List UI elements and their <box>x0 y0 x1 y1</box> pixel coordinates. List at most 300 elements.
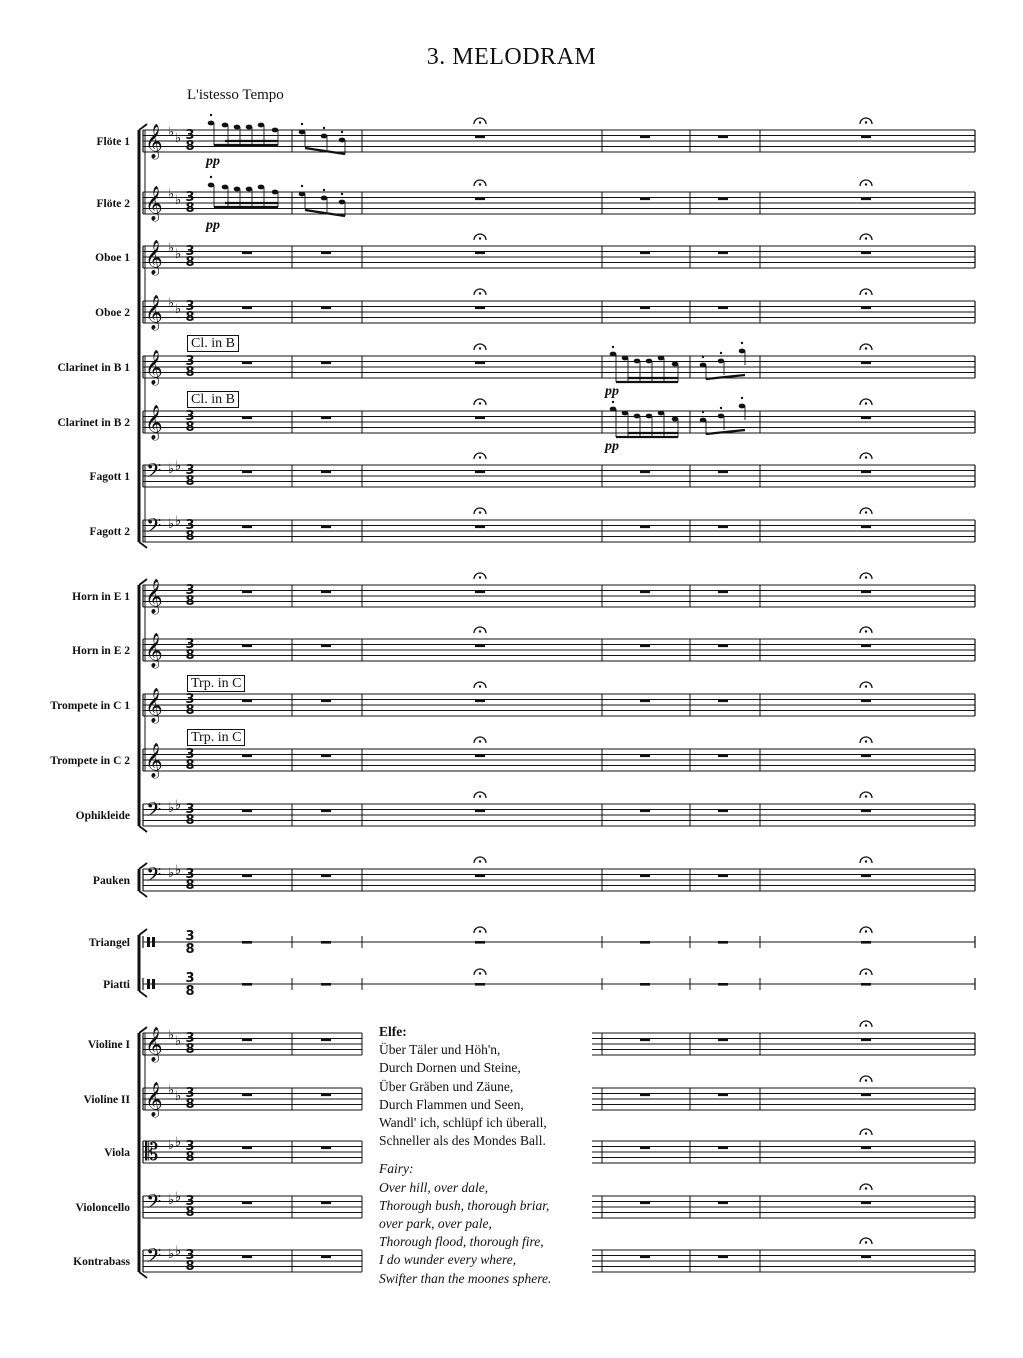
fermata-dot <box>865 183 867 185</box>
whole-rest <box>861 198 871 201</box>
whole-rest <box>861 1256 871 1259</box>
fermata-dot <box>479 347 481 349</box>
treble-clef: 𝄞 <box>145 688 163 723</box>
flute-1-notehead <box>222 123 229 128</box>
time-sig-numerator: 3 <box>185 692 195 707</box>
whole-rest <box>475 471 485 474</box>
instrument-label: Clarinet in B 2 <box>57 417 130 429</box>
whole-rest <box>640 1202 650 1205</box>
percussion-bracket-hook <box>139 929 147 935</box>
flute-2-notehead <box>339 200 346 205</box>
whole-rest <box>242 645 252 648</box>
key-flat: ♭ <box>175 302 182 317</box>
fermata-dot <box>479 576 481 578</box>
treble-clef: 𝄞 <box>145 1082 163 1117</box>
flute-2-notehead <box>208 183 215 188</box>
whole-rest <box>640 252 650 255</box>
whole-rest <box>640 307 650 310</box>
whole-rest <box>242 700 252 703</box>
whole-rest <box>718 941 728 944</box>
time-sig-numerator: 3 <box>185 1139 195 1154</box>
bass-clef: 𝄢 <box>146 798 162 826</box>
whole-rest <box>718 1094 728 1097</box>
whole-rest <box>475 526 485 529</box>
key-flat: ♭ <box>168 517 175 532</box>
whole-rest <box>242 875 252 878</box>
fermata-dot <box>865 860 867 862</box>
flute-1-notehead <box>246 125 253 130</box>
whole-rest <box>861 417 871 420</box>
strings-bracket-hook <box>139 1272 147 1278</box>
key-flat: ♭ <box>168 1083 175 1098</box>
clarinet-2-staccato <box>702 411 704 413</box>
flute-1-notehead <box>272 128 279 133</box>
time-sig-denominator: 8 <box>185 1205 195 1220</box>
whole-rest <box>640 1094 650 1097</box>
whole-rest <box>861 252 871 255</box>
whole-rest <box>475 810 485 813</box>
whole-rest <box>242 1039 252 1042</box>
flute-1-notehead <box>234 125 241 130</box>
fermata-dot <box>865 347 867 349</box>
recitation-line-de: Wandl' ich, schlüpf ich überall, <box>379 1115 547 1131</box>
fermata-dot <box>865 511 867 513</box>
time-sig-denominator: 8 <box>185 594 195 609</box>
key-flat: ♭ <box>175 1089 182 1104</box>
treble-clef: 𝄞 <box>145 633 163 668</box>
fermata-dot <box>865 740 867 742</box>
whole-rest <box>321 526 331 529</box>
bass-clef: 𝄢 <box>146 1190 162 1218</box>
whole-rest <box>861 941 871 944</box>
whole-rest <box>321 810 331 813</box>
time-sig-numerator: 3 <box>185 583 195 598</box>
fermata-dot <box>865 1079 867 1081</box>
fermata-dot <box>479 183 481 185</box>
clarinet-2-staccato <box>720 407 722 409</box>
whole-rest <box>321 700 331 703</box>
whole-rest <box>718 810 728 813</box>
whole-rest <box>475 700 485 703</box>
time-sig-denominator: 8 <box>185 1259 195 1274</box>
whole-rest <box>242 307 252 310</box>
whole-rest <box>321 1147 331 1150</box>
clarinet-2-notehead <box>646 414 653 419</box>
flute-2-notehead <box>321 196 328 201</box>
key-flat: ♭ <box>175 514 182 529</box>
fermata-dot <box>865 930 867 932</box>
time-sig-numerator: 3 <box>185 1031 195 1046</box>
time-sig-denominator: 8 <box>185 1097 195 1112</box>
timpani-bracket-hook <box>139 891 147 897</box>
whole-rest <box>718 591 728 594</box>
fermata-dot <box>865 1187 867 1189</box>
whole-rest <box>321 645 331 648</box>
whole-rest <box>242 252 252 255</box>
instrument-label: Triangel <box>88 937 130 949</box>
flute-1-beam <box>305 148 345 154</box>
flute-2-staccato <box>210 176 212 178</box>
whole-rest <box>718 1039 728 1042</box>
percussion-clef <box>147 979 150 989</box>
fermata-dot <box>479 292 481 294</box>
clarinet-1-notehead <box>646 359 653 364</box>
clarinet-2-notehead <box>658 411 665 416</box>
clarinet-2-transposition-box: Cl. in B <box>187 391 239 408</box>
time-sig-denominator: 8 <box>185 420 195 435</box>
flute-1-notehead <box>208 121 215 126</box>
fermata-dot <box>865 576 867 578</box>
whole-rest <box>640 983 650 986</box>
treble-clef: 𝄞 <box>145 1027 163 1062</box>
tempo-marking: L'istesso Tempo <box>187 87 284 103</box>
whole-rest <box>321 471 331 474</box>
time-sig-numerator: 3 <box>185 1086 195 1101</box>
flute-1-notehead <box>339 138 346 143</box>
clarinet-2-staccato <box>741 397 743 399</box>
whole-rest <box>475 198 485 201</box>
whole-rest <box>861 136 871 139</box>
key-flat: ♭ <box>175 1135 182 1150</box>
whole-rest <box>718 755 728 758</box>
key-flat: ♭ <box>175 798 182 813</box>
fermata-dot <box>479 930 481 932</box>
time-sig-numerator: 3 <box>185 867 195 882</box>
clarinet-1-notehead <box>610 352 617 357</box>
clarinet-1-staccato <box>702 356 704 358</box>
time-sig-numerator: 3 <box>185 354 195 369</box>
time-sig-numerator: 3 <box>185 929 195 944</box>
key-flat: ♭ <box>168 241 175 256</box>
whole-rest <box>718 252 728 255</box>
whole-rest <box>861 810 871 813</box>
fermata-dot <box>479 630 481 632</box>
whole-rest <box>640 198 650 201</box>
whole-rest <box>321 362 331 365</box>
treble-clef: 𝄞 <box>145 579 163 614</box>
clarinet-1-staccato <box>741 342 743 344</box>
percussion-clef <box>147 937 150 947</box>
fermata-dot <box>479 121 481 123</box>
flute-2-notehead <box>258 185 265 190</box>
whole-rest <box>475 755 485 758</box>
trumpet-1-transposition-box: Trp. in C <box>187 675 245 692</box>
instrument-label: Viola <box>104 1147 130 1159</box>
flute-2-notehead <box>299 192 306 197</box>
flute-1-staccato <box>210 114 212 116</box>
bass-clef: 𝄢 <box>146 459 162 487</box>
clarinet-1-notehead <box>718 359 725 364</box>
flute-2-notehead <box>234 187 241 192</box>
instrument-label: Flöte 1 <box>96 136 130 148</box>
time-sig-numerator: 3 <box>185 299 195 314</box>
whole-rest <box>321 307 331 310</box>
whole-rest <box>718 1147 728 1150</box>
percussion-bracket-hook <box>139 991 147 997</box>
fermata-dot <box>865 1241 867 1243</box>
whole-rest <box>242 1256 252 1259</box>
flute-2-staccato <box>301 185 303 187</box>
time-sig-denominator: 8 <box>185 365 195 380</box>
instrument-label: Clarinet in B 1 <box>57 362 130 374</box>
whole-rest <box>242 362 252 365</box>
instrument-label: Trompete in C 1 <box>50 700 130 712</box>
fermata-dot <box>479 456 481 458</box>
recitation-line-de: Schneller als des Mondes Ball. <box>379 1133 546 1149</box>
whole-rest <box>861 471 871 474</box>
time-sig-numerator: 3 <box>185 409 195 424</box>
whole-rest <box>242 983 252 986</box>
whole-rest <box>640 1256 650 1259</box>
time-sig-denominator: 8 <box>185 758 195 773</box>
fermata-dot <box>865 292 867 294</box>
whole-rest <box>475 136 485 139</box>
key-flat: ♭ <box>168 187 175 202</box>
key-flat: ♭ <box>175 1190 182 1205</box>
trumpet-2-transposition-box: Trp. in C <box>187 729 245 746</box>
instrument-label: Trompete in C 2 <box>50 755 130 767</box>
key-flat: ♭ <box>175 1034 182 1049</box>
whole-rest <box>861 645 871 648</box>
dynamic-flute-1: pp <box>206 154 220 169</box>
whole-rest <box>640 810 650 813</box>
time-sig-denominator: 8 <box>185 942 195 957</box>
instrument-label: Horn in E 2 <box>72 645 130 657</box>
flute-2-notehead <box>246 187 253 192</box>
instrument-label: Piatti <box>103 979 130 991</box>
whole-rest <box>718 198 728 201</box>
whole-rest <box>640 471 650 474</box>
whole-rest <box>861 1094 871 1097</box>
whole-rest <box>861 307 871 310</box>
whole-rest <box>640 755 650 758</box>
clarinet-1-transposition-box: Cl. in B <box>187 335 239 352</box>
whole-rest <box>321 875 331 878</box>
key-flat: ♭ <box>175 247 182 262</box>
whole-rest <box>718 526 728 529</box>
key-flat: ♭ <box>175 459 182 474</box>
clarinet-1-notehead <box>672 362 679 367</box>
fermata-dot <box>865 121 867 123</box>
whole-rest <box>242 755 252 758</box>
fermata-dot <box>865 795 867 797</box>
fermata-dot <box>479 740 481 742</box>
fermata-dot <box>865 237 867 239</box>
whole-rest <box>640 875 650 878</box>
key-flat: ♭ <box>168 296 175 311</box>
fermata-dot <box>479 685 481 687</box>
whole-rest <box>242 1147 252 1150</box>
flute-1-staccato <box>341 131 343 133</box>
bass-clef: 𝄢 <box>146 1244 162 1272</box>
key-flat: ♭ <box>168 1138 175 1153</box>
instrument-label: Violine I <box>87 1039 130 1051</box>
whole-rest <box>861 983 871 986</box>
flute-1-staccato <box>323 127 325 129</box>
whole-rest <box>718 307 728 310</box>
recitation-line-en: I do wunder every where, <box>379 1252 517 1268</box>
whole-rest <box>640 645 650 648</box>
time-sig-numerator: 3 <box>185 802 195 817</box>
instrument-label: Oboe 1 <box>95 252 130 264</box>
bass-clef: 𝄢 <box>146 514 162 542</box>
whole-rest <box>475 875 485 878</box>
whole-rest <box>640 1039 650 1042</box>
key-flat: ♭ <box>168 1028 175 1043</box>
whole-rest <box>718 1202 728 1205</box>
whole-rest <box>861 875 871 878</box>
whole-rest <box>321 941 331 944</box>
whole-rest <box>640 1147 650 1150</box>
instrument-label: Fagott 2 <box>89 526 130 538</box>
whole-rest <box>475 417 485 420</box>
key-flat: ♭ <box>175 1244 182 1259</box>
time-sig-denominator: 8 <box>185 474 195 489</box>
fermata-dot <box>479 511 481 513</box>
clarinet-2-notehead <box>610 407 617 412</box>
time-sig-denominator: 8 <box>185 1150 195 1165</box>
whole-rest <box>321 591 331 594</box>
whole-rest <box>861 526 871 529</box>
time-sig-numerator: 3 <box>185 128 195 143</box>
whole-rest <box>321 417 331 420</box>
fermata-dot <box>479 237 481 239</box>
fermata-dot <box>865 1024 867 1026</box>
key-flat: ♭ <box>168 125 175 140</box>
treble-clef: 𝄞 <box>145 743 163 778</box>
instrument-label: Horn in E 1 <box>72 591 130 603</box>
clarinet-2-notehead <box>622 411 629 416</box>
time-sig-denominator: 8 <box>185 813 195 828</box>
clarinet-1-notehead <box>634 359 641 364</box>
fermata-dot <box>865 972 867 974</box>
treble-clef: 𝄞 <box>145 405 163 440</box>
whole-rest <box>321 1094 331 1097</box>
whole-rest <box>321 755 331 758</box>
whole-rest <box>861 1039 871 1042</box>
recitation-line-de: Durch Dornen und Steine, <box>379 1060 521 1076</box>
key-flat: ♭ <box>175 131 182 146</box>
whole-rest <box>718 136 728 139</box>
instrument-label: Fagott 1 <box>89 471 130 483</box>
recitation-line-en: Swifter than the moones sphere. <box>379 1270 552 1286</box>
flute-1-staccato <box>301 123 303 125</box>
whole-rest <box>475 362 485 365</box>
whole-rest <box>475 941 485 944</box>
whole-rest <box>321 252 331 255</box>
clarinet-1-notehead <box>700 363 707 368</box>
flute-2-notehead <box>272 190 279 195</box>
whole-rest <box>242 941 252 944</box>
fermata-dot <box>865 1132 867 1134</box>
key-flat: ♭ <box>168 1193 175 1208</box>
whole-rest <box>718 471 728 474</box>
flute-2-beam <box>305 210 345 216</box>
percussion-clef <box>152 979 155 989</box>
dynamic-flute-2: pp <box>206 218 220 233</box>
whole-rest <box>718 645 728 648</box>
whole-rest <box>242 417 252 420</box>
time-sig-numerator: 3 <box>185 1248 195 1263</box>
clarinet-2-notehead <box>739 404 746 409</box>
bass-clef: 𝄢 <box>146 863 162 891</box>
melodrama-recitation <box>379 1023 594 1288</box>
whole-rest <box>718 875 728 878</box>
key-flat: ♭ <box>168 866 175 881</box>
flute-2-staccato <box>341 193 343 195</box>
whole-rest <box>475 645 485 648</box>
key-flat: ♭ <box>168 462 175 477</box>
whole-rest <box>718 700 728 703</box>
time-sig-denominator: 8 <box>185 648 195 663</box>
fermata-dot <box>479 402 481 404</box>
whole-rest <box>475 252 485 255</box>
clarinet-2-notehead <box>672 417 679 422</box>
fermata-dot <box>479 972 481 974</box>
whole-rest <box>242 1094 252 1097</box>
treble-clef: 𝄞 <box>145 240 163 275</box>
time-sig-denominator: 8 <box>185 703 195 718</box>
key-flat: ♭ <box>175 863 182 878</box>
fermata-dot <box>479 795 481 797</box>
whole-rest <box>321 1039 331 1042</box>
time-sig-denominator: 8 <box>185 139 195 154</box>
time-sig-numerator: 3 <box>185 190 195 205</box>
whole-rest <box>861 700 871 703</box>
whole-rest <box>861 362 871 365</box>
whole-rest <box>861 1147 871 1150</box>
recitation-line-en: Over hill, over dale, <box>379 1179 489 1195</box>
treble-clef: 𝄞 <box>145 124 163 159</box>
whole-rest <box>640 941 650 944</box>
time-sig-denominator: 8 <box>185 878 195 893</box>
percussion-clef <box>152 937 155 947</box>
clarinet-2-notehead <box>634 414 641 419</box>
flute-2-staccato <box>323 189 325 191</box>
whole-rest <box>718 983 728 986</box>
speaker-en: Fairy: <box>379 1161 414 1177</box>
time-sig-denominator: 8 <box>185 255 195 270</box>
whole-rest <box>242 471 252 474</box>
instrument-label: Ophikleide <box>75 810 130 822</box>
dynamic-clarinet-1: pp <box>605 384 619 399</box>
clarinet-1-notehead <box>622 356 629 361</box>
fermata-dot <box>865 685 867 687</box>
treble-clef: 𝄞 <box>145 350 163 385</box>
recitation-line-de: Über Gräben und Zäune, <box>379 1078 514 1094</box>
flute-1-notehead <box>258 123 265 128</box>
time-sig-numerator: 3 <box>185 1194 195 1209</box>
recitation-line-en: Thorough flood, thorough fire, <box>379 1234 544 1250</box>
whole-rest <box>321 983 331 986</box>
whole-rest <box>321 1256 331 1259</box>
time-sig-denominator: 8 <box>185 310 195 325</box>
time-sig-numerator: 3 <box>185 518 195 533</box>
whole-rest <box>475 983 485 986</box>
alto-clef: 𝄡 <box>145 1138 159 1166</box>
time-sig-numerator: 3 <box>185 747 195 762</box>
time-sig-numerator: 3 <box>185 971 195 986</box>
time-sig-numerator: 3 <box>185 244 195 259</box>
treble-clef: 𝄞 <box>145 295 163 330</box>
clarinet-1-staccato <box>612 346 614 348</box>
whole-rest <box>640 526 650 529</box>
whole-rest <box>640 591 650 594</box>
whole-rest <box>242 810 252 813</box>
recitation-line-de: Durch Flammen und Seen, <box>379 1096 524 1112</box>
dynamic-clarinet-2: pp <box>605 439 619 454</box>
clarinet-1-notehead <box>739 349 746 354</box>
